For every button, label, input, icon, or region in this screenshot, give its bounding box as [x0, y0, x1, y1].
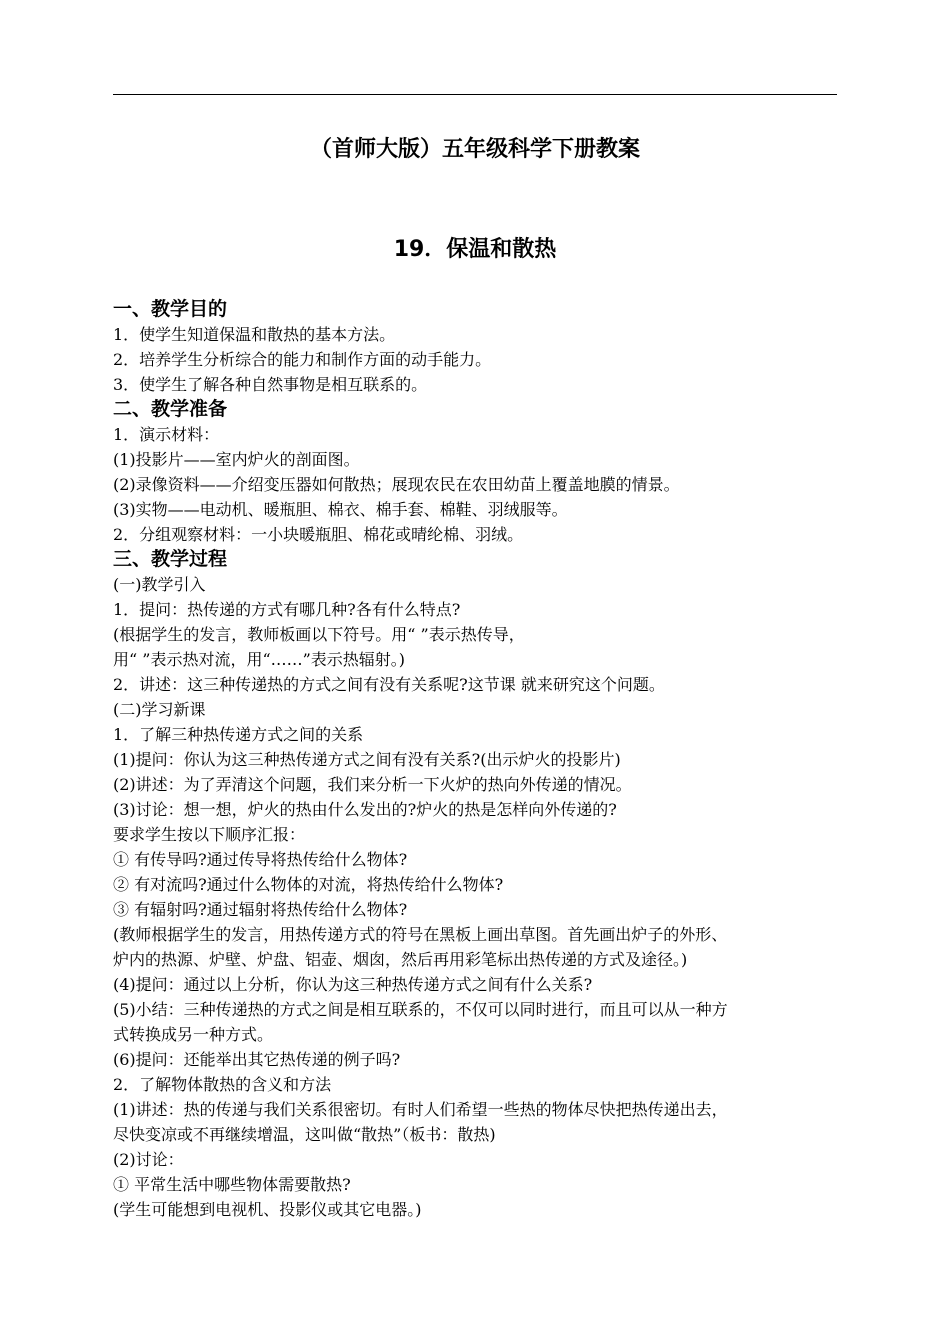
text-line: (根据学生的发言，教师板画以下符号。用“ ”表示热传导，	[113, 625, 525, 644]
text-line: 尽快变凉或不再继续增温，这叫做“散热”（板书：散热)	[113, 1125, 496, 1144]
text-line: ① 有传导吗?通过传导将热传给什么物体?	[113, 850, 408, 869]
text-line: 炉内的热源、炉壁、炉盘、铝壶、烟囱，然后再用彩笔标出热传递的方式及途径。)	[113, 950, 688, 969]
text-line: 1．了解三种热传递方式之间的关系	[113, 725, 364, 744]
text-line: 2．培养学生分析综合的能力和制作方面的动手能力。	[113, 350, 492, 369]
text-line: (一)教学引入	[113, 575, 206, 594]
text-line: 2．讲述：这三种传递热的方式之间有没有关系呢?这节课 就来研究这个问题。	[113, 675, 665, 694]
header-rule	[113, 94, 837, 95]
text-line: 式转换成另一种方式。	[113, 1025, 274, 1044]
text-line: (1)提问：你认为这三种热传递方式之间有没有关系?(出示炉火的投影片)	[113, 750, 621, 769]
text-line: (教师根据学生的发言，用热传递方式的符号在黑板上画出草图。首先画出炉子的外形、	[113, 925, 728, 944]
text-line: (6)提问：还能举出其它热传递的例子吗?	[113, 1050, 401, 1069]
text-line: (学生可能想到电视机、投影仪或其它电器。)	[113, 1200, 422, 1219]
text-line: (2)讨论：	[113, 1150, 184, 1169]
text-line: (2)录像资料——介绍变压器如何散热；展现农民在农田幼苗上覆盖地膜的情景。	[113, 475, 680, 494]
lesson-title: 19．保温和散热	[393, 237, 557, 262]
section-heading: 三、教学过程	[113, 548, 228, 570]
document-title: （首师大版）五年级科学下册教案	[309, 137, 640, 162]
text-line: ① 平常生活中哪些物体需要散热?	[113, 1175, 351, 1194]
text-line: 1．提问：热传递的方式有哪几种?各有什么特点?	[113, 600, 461, 619]
text-line: ③ 有辐射吗?通过辐射将热传给什么物体?	[113, 900, 408, 919]
text-line: 1．使学生知道保温和散热的基本方法。	[113, 325, 396, 344]
text-line: (2)讲述：为了弄清这个问题，我们来分析一下火炉的热向外传递的情况。	[113, 775, 632, 794]
text-line: (3)实物——电动机、暖瓶胆、棉衣、棉手套、棉鞋、羽绒服等。	[113, 500, 568, 519]
text-line: (5)小结：三种传递热的方式之间是相互联系的，不仅可以同时进行，而且可以从一种方	[113, 1000, 728, 1019]
section-heading: 二、教学准备	[113, 398, 228, 420]
text-line: ② 有对流吗?通过什么物体的对流，将热传给什么物体?	[113, 875, 504, 894]
text-line: 2．分组观察材料：一小块暖瓶胆、棉花或晴纶棉、羽绒。	[113, 525, 524, 544]
text-line: (4)提问：通过以上分析，你认为这三种热传递方式之间有什么关系?	[113, 975, 593, 994]
text-line: (3)讨论：想一想，炉火的热由什么发出的?炉火的热是怎样向外传递的?	[113, 800, 617, 819]
text-line: (1)投影片——室内炉火的剖面图。	[113, 450, 360, 469]
section-heading: 一、教学目的	[113, 298, 228, 320]
text-line: (1)讲述：热的传递与我们关系很密切。有时人们希望一些热的物体尽快把热传递出去，	[113, 1100, 728, 1119]
text-line: 2．了解物体散热的含义和方法	[113, 1075, 332, 1094]
text-line: 1．演示材料：	[113, 425, 220, 444]
text-line: 用“ ”表示热对流，用“……”表示热辐射。)	[113, 650, 406, 669]
text-line: 要求学生按以下顺序汇报：	[113, 825, 306, 844]
text-line: 3．使学生了解各种自然事物是相互联系的。	[113, 375, 428, 394]
text-line: (二)学习新课	[113, 700, 206, 719]
document-body	[113, 297, 837, 1222]
